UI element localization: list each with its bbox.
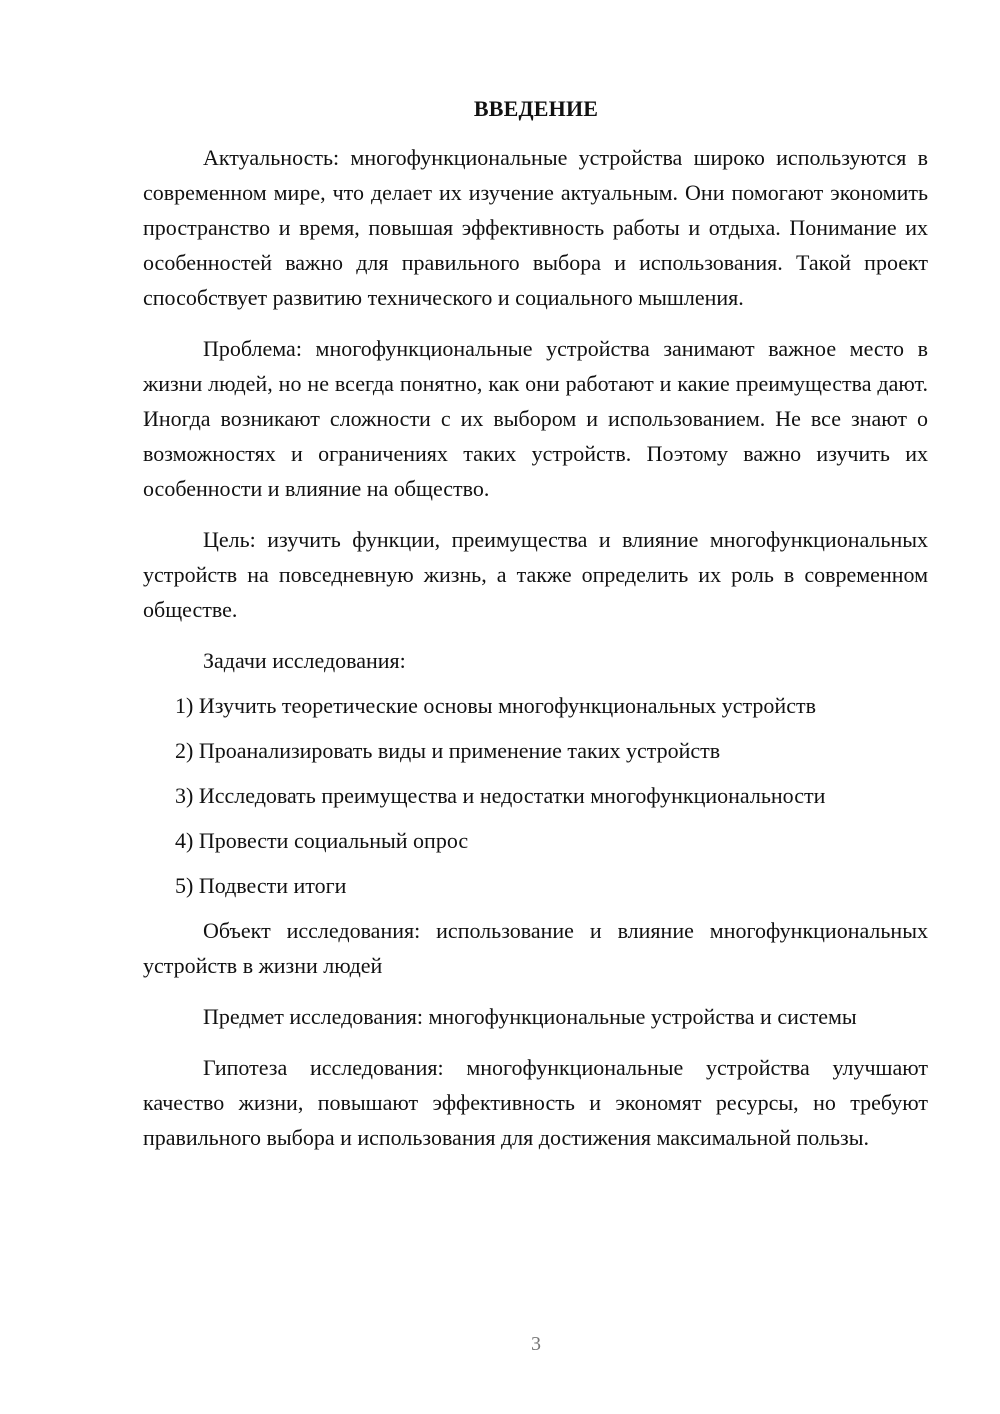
task-item: 3) Исследовать преимущества и недостатки многофункциональности xyxy=(175,783,826,808)
document-body xyxy=(143,140,928,1171)
paragraph-subject: Предмет исследования: многофункциональные устройства и системы xyxy=(203,1004,857,1029)
page-number: 3 xyxy=(531,1333,541,1355)
task-item: 2) Проанализировать виды и применение таких устройств xyxy=(175,738,721,763)
paragraph-goal: Цель: изучить функции, преимущества и влияние многофункциональных устройств на повседневную жизнь, а также определить их роль в современном обществе. xyxy=(143,527,928,622)
tasks-label: Задачи исследования: xyxy=(203,648,406,673)
paragraph-hypothesis: Гипотеза исследования: многофункциональные устройства улучшают качество жизни, повышают эффективность и экономят ресурсы, но требуют правильного выбора и использования для достижения максимальной пользы. xyxy=(143,1055,928,1150)
task-item: 5) Подвести итоги xyxy=(175,873,347,898)
tasks-list xyxy=(143,688,928,903)
paragraph-relevance: Актуальность: многофункциональные устройства широко используются в современном мире, что делает их изучение актуальным. Они помогают экономить пространство и время, повышая эффективность работы и отдыха. Понимание их особенностей важно для правильного выбора и использования. Такой проект способствует развитию технического и социального мышления. xyxy=(143,145,928,310)
page-title: ВВЕДЕНИЕ xyxy=(473,96,599,121)
task-item: 1) Изучить теоретические основы многофункциональных устройств xyxy=(175,693,816,718)
paragraph-object: Объект исследования: использование и влияние многофункциональных устройств в жизни людей xyxy=(143,918,928,978)
paragraph-problem: Проблема: многофункциональные устройства занимают важное место в жизни людей, но не всегда понятно, как они работают и какие преимущества дают. Иногда возникают сложности с их выбором и использованием. Не все знают о возможностях и ограничениях таких устройств. Поэтому важно изучить их особенности и влияние на общество. xyxy=(143,336,928,501)
task-item: 4) Провести социальный опрос xyxy=(175,828,469,853)
